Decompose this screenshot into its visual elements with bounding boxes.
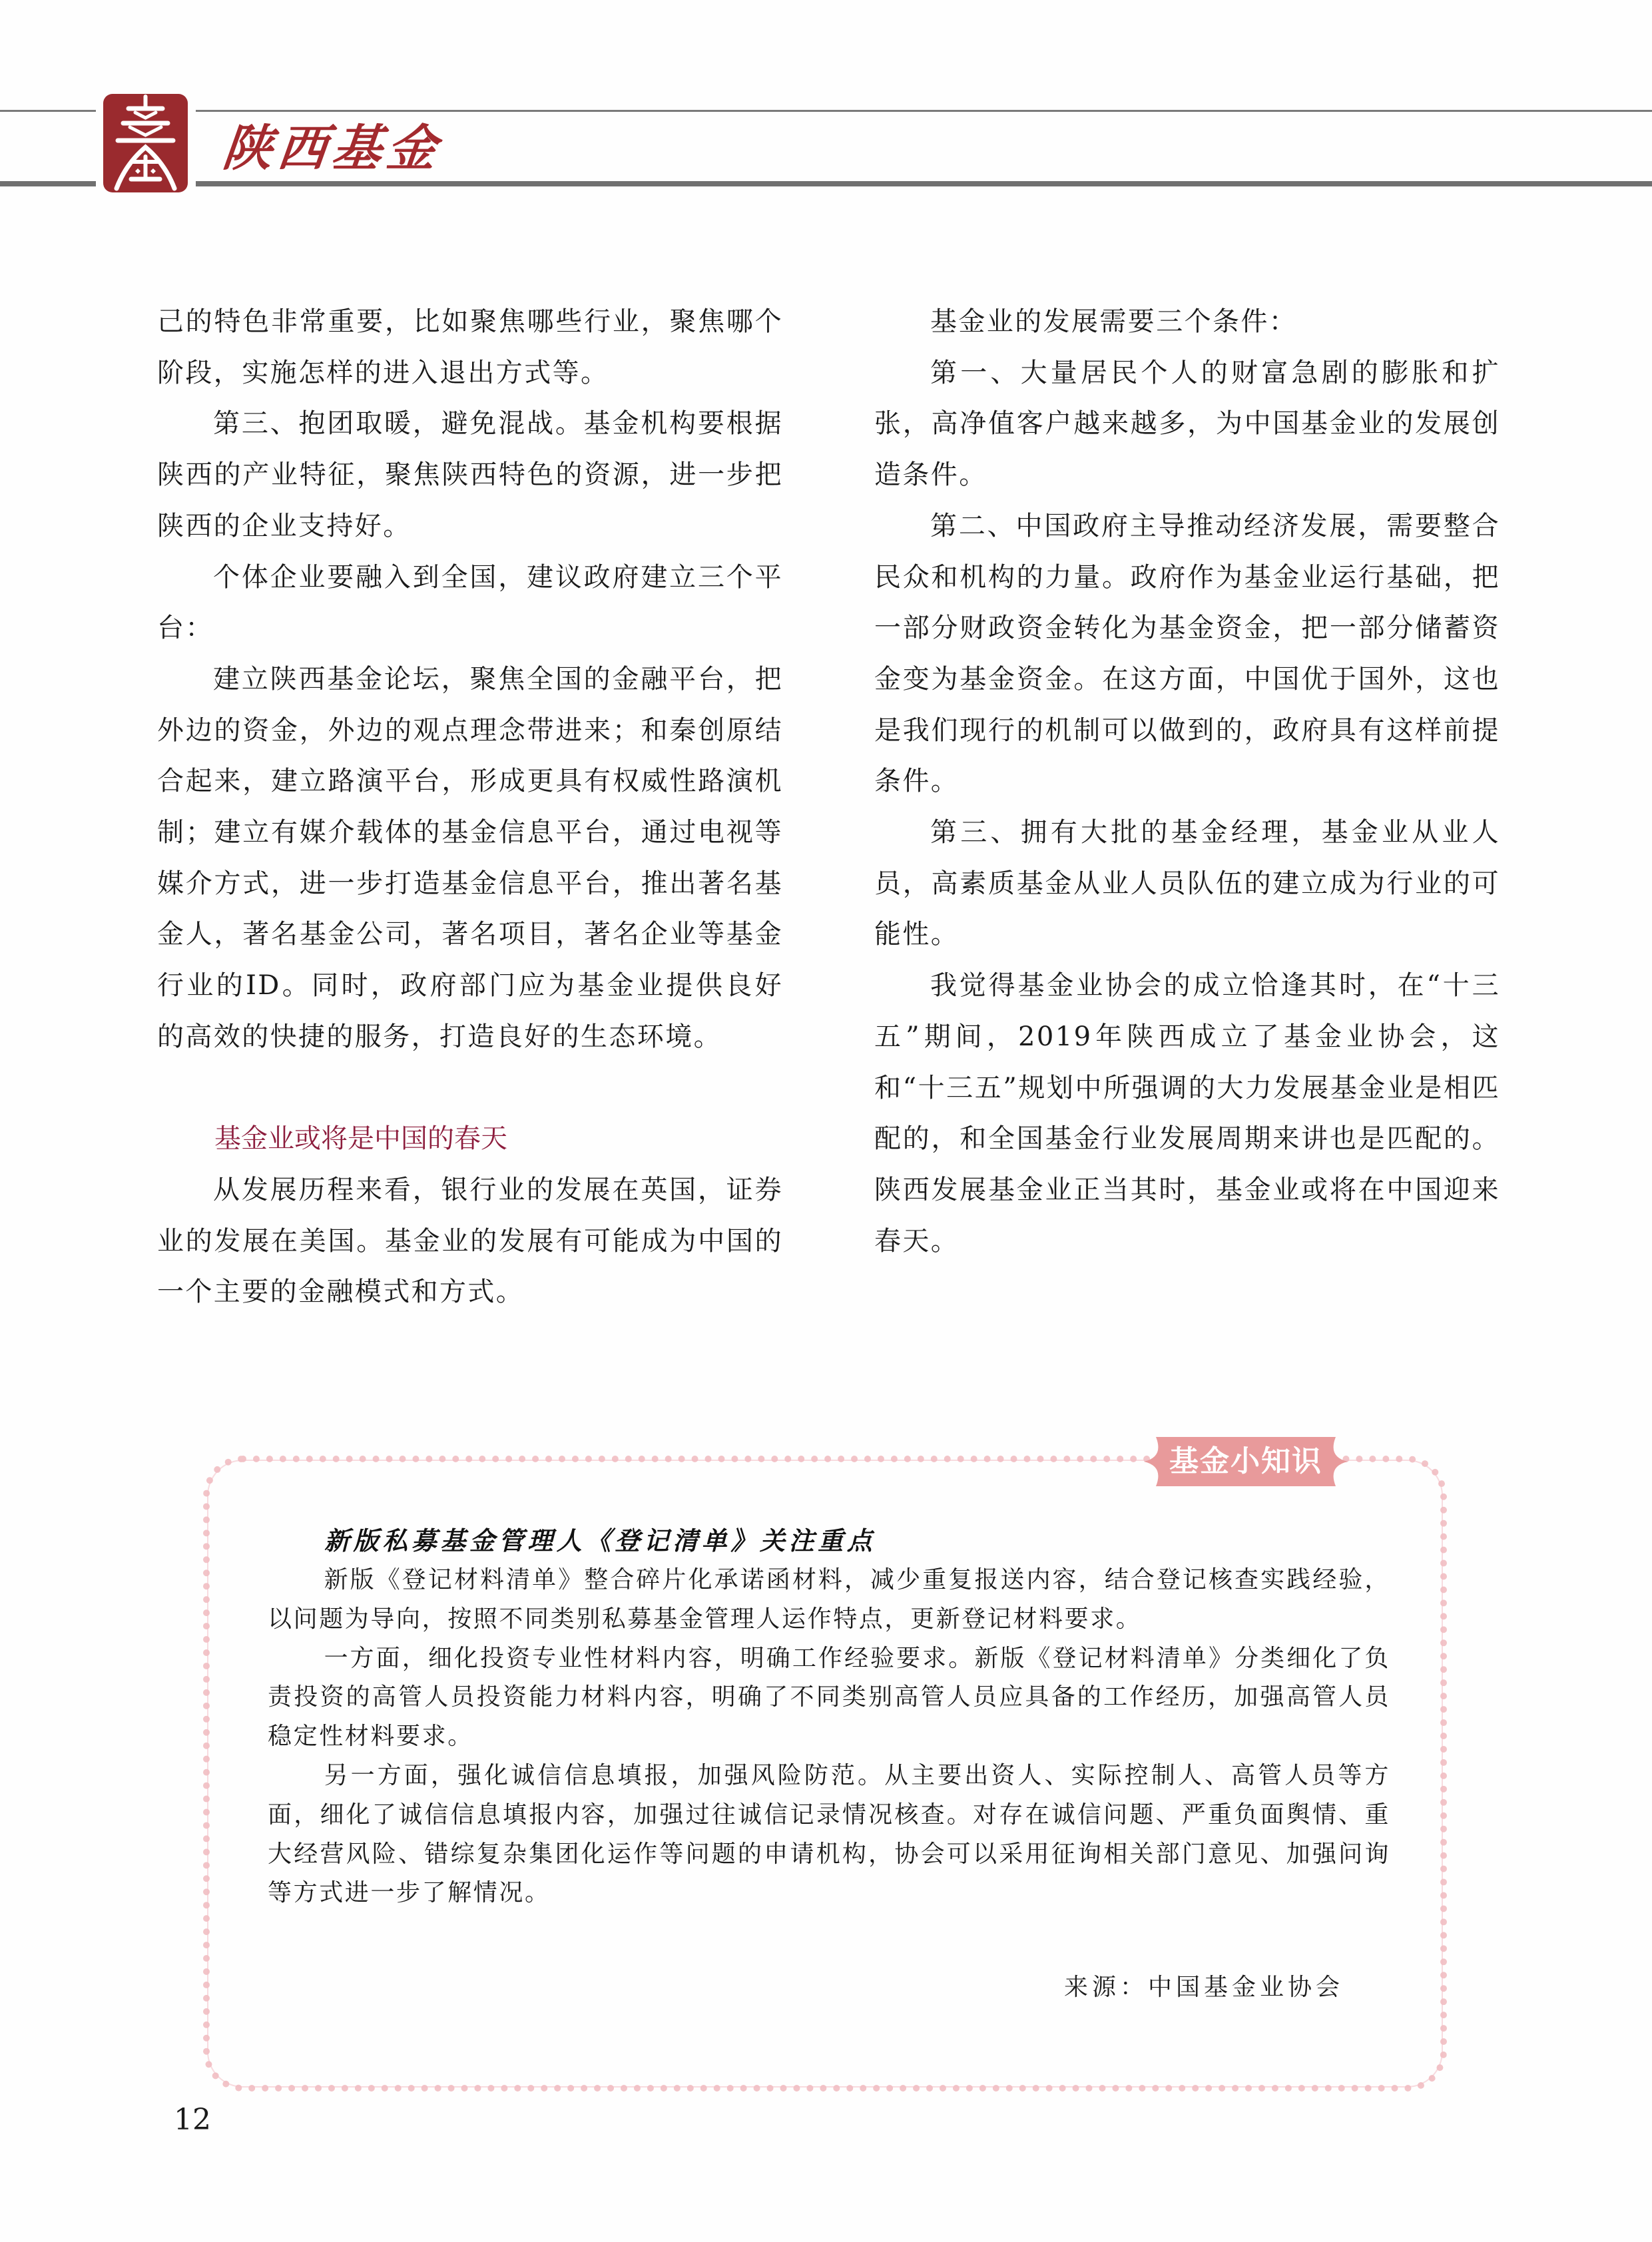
paragraph: 第三、抱团取暖，避免混战。基金机构要根据陕西的产业特征，聚焦陕西特色的资源，进一步把陕西的企业支持好。: [157, 408, 783, 541]
paragraph: 第一、大量居民个人的财富急剧的膨胀和扩张，高净值客户越来越多，为中国基金业的发展创造条件。: [874, 357, 1500, 491]
knowledge-paragraph: 新版《登记材料清单》整合碎片化承诺函材料，减少重复报送内容，结合登记核查实践经验，以问题为导向，按照不同类别私募基金管理人运作特点，更新登记材料要求。: [268, 1566, 1390, 1633]
section-spacer: [157, 1063, 783, 1114]
masthead-title: 陕西基金: [220, 120, 445, 177]
paragraph: 个体企业要融入到全国，建议政府建立三个平台：: [157, 561, 783, 644]
knowledge-box-source: 来源：中国基金业协会: [1064, 1974, 1344, 2001]
badge-label: 基金小知识: [1169, 1444, 1322, 1478]
paragraph: 我觉得基金业协会的成立恰逢其时，在“十三五”期间，2019年陕西成立了基金业协会，这和“十三五”规划中所强调的大力发展基金业是相匹配的，和全国基金行业发展周期来讲也是匹配的。陕西发展基金业正当其时，基金业或将在中国迎来春天。: [874, 970, 1500, 1257]
article-column-right: [874, 296, 1500, 1266]
paragraph: 第三、拥有大批的基金经理，基金业从业人员，高素质基金从业人员队伍的建立成为行业的可能性。: [874, 817, 1500, 950]
paragraph: 从发展历程来看，银行业的发展在英国，证券业的发展在美国。基金业的发展有可能成为中国的一个主要的金融模式和方式。: [157, 1174, 783, 1308]
pagoda-seal-logo-icon: [103, 94, 188, 192]
paragraph: 第二、中国政府主导推动经济发展，需要整合民众和机构的力量。政府作为基金业运行基础，把一部分财政资金转化为基金资金，把一部分储蓄资金变为基金资金。在这方面，中国优于国外，这也是我们现行的机制可以做到的，政府具有这样前提条件。: [874, 510, 1500, 797]
header-rule-thick: [0, 181, 1652, 186]
paragraph: 基金业的发展需要三个条件：: [930, 306, 1298, 337]
knowledge-box-title: 新版私募基金管理人《登记清单》关注重点: [324, 1526, 876, 1555]
page-number: 12: [174, 2103, 211, 2137]
knowledge-paragraph: 另一方面，强化诚信信息填报，加强风险防范。从主要出资人、实际控制人、高管人员等方面，细化了诚信信息填报内容，加强过往诚信记录情况核查。对存在诚信问题、严重负面舆情、重大经营风险、错综复杂集团化运作等问题的申请机构，协会可以采用征询相关部门意见、加强问询等方式进一步了解情况。: [268, 1761, 1390, 1907]
knowledge-badge: [1144, 1437, 1348, 1486]
paragraph: 建立陕西基金论坛，聚焦全国的金融平台，把外边的资金，外边的观点理念带进来；和秦创原结合起来，建立路演平台，形成更具有权威性路演机制；建立有媒介载体的基金信息平台，通过电视等媒介方式，进一步打造基金信息平台，推出著名基金人，著名基金公司，著名项目，著名企业等基金行业的ID。同时，政府部门应为基金业提供良好的高效的快捷的服务，打造良好的生态环境。: [157, 663, 783, 1052]
knowledge-paragraph: 一方面，细化投资专业性材料内容，明确工作经验要求。新版《登记材料清单》分类细化了负责投资的高管人员投资能力材料内容，明确了不同类别高管人员应具备的工作经历，加强高管人员稳定性材料要求。: [268, 1644, 1390, 1751]
knowledge-box-body: [268, 1561, 1390, 1913]
section-heading: 基金业或将是中国的春天: [214, 1123, 507, 1155]
article-column-left: [157, 296, 783, 1318]
paragraph: 己的特色非常重要，比如聚焦哪些行业，聚焦哪个阶段，实施怎样的进入退出方式等。: [157, 306, 783, 388]
header-rule-thin: [0, 110, 1652, 112]
